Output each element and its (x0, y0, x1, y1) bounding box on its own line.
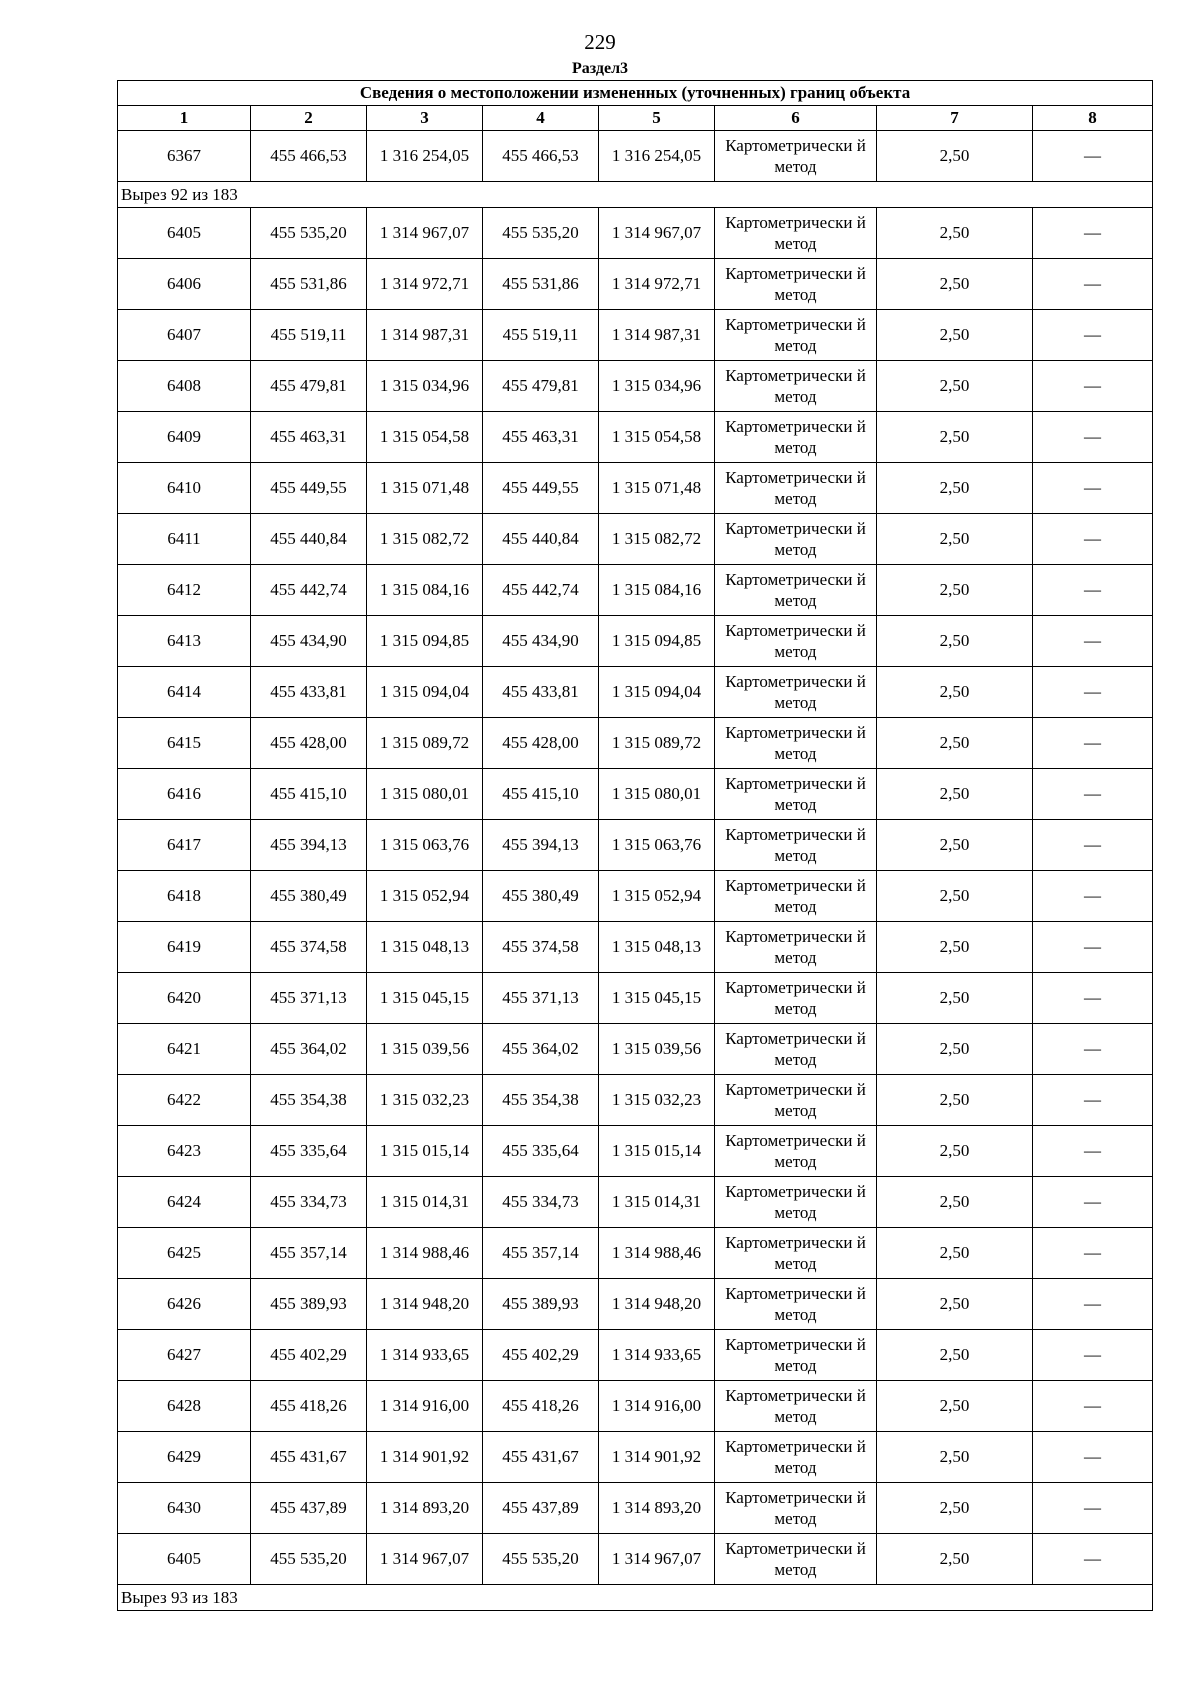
method: Картометрически й метод (715, 259, 877, 310)
method: Картометрически й метод (715, 667, 877, 718)
x-coordinate: 455 466,53 (251, 131, 367, 182)
x-coordinate: 455 434,90 (483, 616, 599, 667)
y-coordinate: 1 315 094,04 (599, 667, 715, 718)
accuracy: 2,50 (877, 1126, 1033, 1177)
method: Картометрически й метод (715, 1126, 877, 1177)
table-row (118, 1075, 1153, 1126)
cut-label: Вырез 93 из 183 (118, 1585, 1153, 1611)
y-coordinate: 1 314 987,31 (367, 310, 483, 361)
y-coordinate: 1 315 052,94 (599, 871, 715, 922)
description: — (1033, 1534, 1153, 1585)
x-coordinate: 455 437,89 (251, 1483, 367, 1534)
accuracy: 2,50 (877, 1024, 1033, 1075)
accuracy: 2,50 (877, 1228, 1033, 1279)
point-number: 6411 (118, 514, 251, 565)
x-coordinate: 455 418,26 (483, 1381, 599, 1432)
accuracy: 2,50 (877, 310, 1033, 361)
table-row (118, 871, 1153, 922)
table-row (118, 1177, 1153, 1228)
accuracy: 2,50 (877, 922, 1033, 973)
x-coordinate: 455 479,81 (483, 361, 599, 412)
accuracy: 2,50 (877, 1432, 1033, 1483)
x-coordinate: 455 374,58 (251, 922, 367, 973)
point-number: 6430 (118, 1483, 251, 1534)
table-row (118, 514, 1153, 565)
description: — (1033, 973, 1153, 1024)
point-number: 6429 (118, 1432, 251, 1483)
table-row (118, 922, 1153, 973)
y-coordinate: 1 314 948,20 (599, 1279, 715, 1330)
x-coordinate: 455 519,11 (483, 310, 599, 361)
accuracy: 2,50 (877, 131, 1033, 182)
y-coordinate: 1 315 015,14 (599, 1126, 715, 1177)
method: Картометрически й метод (715, 463, 877, 514)
y-coordinate: 1 315 048,13 (367, 922, 483, 973)
x-coordinate: 455 437,89 (483, 1483, 599, 1534)
y-coordinate: 1 315 094,85 (599, 616, 715, 667)
x-coordinate: 455 463,31 (251, 412, 367, 463)
x-coordinate: 455 364,02 (483, 1024, 599, 1075)
method: Картометрически й метод (715, 1177, 877, 1228)
description: — (1033, 463, 1153, 514)
description: — (1033, 820, 1153, 871)
x-coordinate: 455 535,20 (483, 208, 599, 259)
description: — (1033, 1024, 1153, 1075)
method: Картометрически й метод (715, 208, 877, 259)
x-coordinate: 455 463,31 (483, 412, 599, 463)
y-coordinate: 1 316 254,05 (599, 131, 715, 182)
accuracy: 2,50 (877, 1279, 1033, 1330)
point-number: 6423 (118, 1126, 251, 1177)
table-row (118, 259, 1153, 310)
description: — (1033, 667, 1153, 718)
description: — (1033, 412, 1153, 463)
y-coordinate: 1 315 014,31 (599, 1177, 715, 1228)
method: Картометрически й метод (715, 820, 877, 871)
accuracy: 2,50 (877, 361, 1033, 412)
method: Картометрически й метод (715, 1432, 877, 1483)
method: Картометрически й метод (715, 1024, 877, 1075)
accuracy: 2,50 (877, 1075, 1033, 1126)
table-row (118, 1279, 1153, 1330)
accuracy: 2,50 (877, 514, 1033, 565)
table-row (118, 565, 1153, 616)
x-coordinate: 455 535,20 (483, 1534, 599, 1585)
cut-label-row (118, 1585, 1153, 1611)
method: Картометрически й метод (715, 1330, 877, 1381)
method: Картометрически й метод (715, 361, 877, 412)
table-row (118, 463, 1153, 514)
x-coordinate: 455 428,00 (483, 718, 599, 769)
y-coordinate: 1 315 045,15 (599, 973, 715, 1024)
table-caption: Сведения о местоположении измененных (уточненных) границ объекта (118, 81, 1153, 106)
y-coordinate: 1 314 916,00 (367, 1381, 483, 1432)
method: Картометрически й метод (715, 310, 877, 361)
x-coordinate: 455 371,13 (483, 973, 599, 1024)
point-number: 6419 (118, 922, 251, 973)
accuracy: 2,50 (877, 259, 1033, 310)
accuracy: 2,50 (877, 208, 1033, 259)
accuracy: 2,50 (877, 1381, 1033, 1432)
y-coordinate: 1 314 967,07 (599, 1534, 715, 1585)
x-coordinate: 455 449,55 (251, 463, 367, 514)
accuracy: 2,50 (877, 463, 1033, 514)
accuracy: 2,50 (877, 616, 1033, 667)
cut-label: Вырез 92 из 183 (118, 182, 1153, 208)
description: — (1033, 361, 1153, 412)
cut-label-row (118, 182, 1153, 208)
x-coordinate: 455 431,67 (483, 1432, 599, 1483)
y-coordinate: 1 315 063,76 (599, 820, 715, 871)
y-coordinate: 1 315 054,58 (367, 412, 483, 463)
y-coordinate: 1 315 039,56 (599, 1024, 715, 1075)
description: — (1033, 310, 1153, 361)
x-coordinate: 455 334,73 (483, 1177, 599, 1228)
page-number: 229 (584, 30, 616, 54)
point-number: 6409 (118, 412, 251, 463)
point-number: 6407 (118, 310, 251, 361)
table-row (118, 1126, 1153, 1177)
y-coordinate: 1 314 988,46 (367, 1228, 483, 1279)
point-number: 6405 (118, 208, 251, 259)
point-number: 6425 (118, 1228, 251, 1279)
y-coordinate: 1 315 080,01 (367, 769, 483, 820)
point-number: 6418 (118, 871, 251, 922)
description: — (1033, 208, 1153, 259)
x-coordinate: 455 434,90 (251, 616, 367, 667)
y-coordinate: 1 314 893,20 (599, 1483, 715, 1534)
point-number: 6405 (118, 1534, 251, 1585)
y-coordinate: 1 315 071,48 (599, 463, 715, 514)
table-row (118, 208, 1153, 259)
section-title: Раздел3 (571, 60, 629, 77)
x-coordinate: 455 389,93 (483, 1279, 599, 1330)
y-coordinate: 1 314 972,71 (367, 259, 483, 310)
x-coordinate: 455 433,81 (251, 667, 367, 718)
method: Картометрически й метод (715, 131, 877, 182)
table-row (118, 667, 1153, 718)
y-coordinate: 1 315 052,94 (367, 871, 483, 922)
y-coordinate: 1 315 032,23 (367, 1075, 483, 1126)
column-number-row (118, 106, 1153, 131)
x-coordinate: 455 531,86 (251, 259, 367, 310)
table-row (118, 1483, 1153, 1534)
x-coordinate: 455 335,64 (251, 1126, 367, 1177)
y-coordinate: 1 315 084,16 (367, 565, 483, 616)
column-number: 7 (877, 106, 1033, 131)
table-row (118, 616, 1153, 667)
point-number: 6408 (118, 361, 251, 412)
x-coordinate: 455 449,55 (483, 463, 599, 514)
table-row (118, 820, 1153, 871)
y-coordinate: 1 315 032,23 (599, 1075, 715, 1126)
accuracy: 2,50 (877, 1483, 1033, 1534)
point-number: 6412 (118, 565, 251, 616)
y-coordinate: 1 315 045,15 (367, 973, 483, 1024)
x-coordinate: 455 357,14 (251, 1228, 367, 1279)
method: Картометрически й метод (715, 1228, 877, 1279)
x-coordinate: 455 440,84 (251, 514, 367, 565)
x-coordinate: 455 428,00 (251, 718, 367, 769)
y-coordinate: 1 315 080,01 (599, 769, 715, 820)
column-number: 4 (483, 106, 599, 131)
x-coordinate: 455 402,29 (483, 1330, 599, 1381)
y-coordinate: 1 315 094,85 (367, 616, 483, 667)
accuracy: 2,50 (877, 1534, 1033, 1585)
y-coordinate: 1 315 071,48 (367, 463, 483, 514)
description: — (1033, 1432, 1153, 1483)
column-number: 3 (367, 106, 483, 131)
y-coordinate: 1 315 089,72 (599, 718, 715, 769)
table-row (118, 1381, 1153, 1432)
x-coordinate: 455 354,38 (251, 1075, 367, 1126)
x-coordinate: 455 418,26 (251, 1381, 367, 1432)
y-coordinate: 1 314 933,65 (367, 1330, 483, 1381)
method: Картометрически й метод (715, 718, 877, 769)
point-number: 6413 (118, 616, 251, 667)
x-coordinate: 455 335,64 (483, 1126, 599, 1177)
y-coordinate: 1 314 988,46 (599, 1228, 715, 1279)
x-coordinate: 455 531,86 (483, 259, 599, 310)
column-number: 5 (599, 106, 715, 131)
description: — (1033, 871, 1153, 922)
y-coordinate: 1 315 054,58 (599, 412, 715, 463)
x-coordinate: 455 371,13 (251, 973, 367, 1024)
method: Картометрически й метод (715, 565, 877, 616)
x-coordinate: 455 415,10 (483, 769, 599, 820)
point-number: 6426 (118, 1279, 251, 1330)
y-coordinate: 1 315 048,13 (599, 922, 715, 973)
method: Картометрически й метод (715, 922, 877, 973)
y-coordinate: 1 315 094,04 (367, 667, 483, 718)
x-coordinate: 455 433,81 (483, 667, 599, 718)
table-row (118, 1330, 1153, 1381)
point-number: 6417 (118, 820, 251, 871)
description: — (1033, 1228, 1153, 1279)
method: Картометрически й метод (715, 616, 877, 667)
point-number: 6427 (118, 1330, 251, 1381)
description: — (1033, 514, 1153, 565)
y-coordinate: 1 315 034,96 (367, 361, 483, 412)
y-coordinate: 1 315 014,31 (367, 1177, 483, 1228)
description: — (1033, 1279, 1153, 1330)
description: — (1033, 131, 1153, 182)
y-coordinate: 1 314 916,00 (599, 1381, 715, 1432)
boundary-coordinates-table (117, 80, 1153, 1611)
accuracy: 2,50 (877, 871, 1033, 922)
point-number: 6367 (118, 131, 251, 182)
x-coordinate: 455 479,81 (251, 361, 367, 412)
x-coordinate: 455 442,74 (483, 565, 599, 616)
description: — (1033, 565, 1153, 616)
y-coordinate: 1 314 948,20 (367, 1279, 483, 1330)
description: — (1033, 718, 1153, 769)
x-coordinate: 455 415,10 (251, 769, 367, 820)
x-coordinate: 455 354,38 (483, 1075, 599, 1126)
column-number: 8 (1033, 106, 1153, 131)
x-coordinate: 455 380,49 (251, 871, 367, 922)
method: Картометрически й метод (715, 1279, 877, 1330)
description: — (1033, 922, 1153, 973)
x-coordinate: 455 535,20 (251, 208, 367, 259)
accuracy: 2,50 (877, 769, 1033, 820)
description: — (1033, 1330, 1153, 1381)
y-coordinate: 1 316 254,05 (367, 131, 483, 182)
x-coordinate: 455 442,74 (251, 565, 367, 616)
y-coordinate: 1 315 015,14 (367, 1126, 483, 1177)
x-coordinate: 455 519,11 (251, 310, 367, 361)
table-row (118, 310, 1153, 361)
accuracy: 2,50 (877, 820, 1033, 871)
y-coordinate: 1 315 084,16 (599, 565, 715, 616)
table-row (118, 1534, 1153, 1585)
method: Картометрически й метод (715, 973, 877, 1024)
column-number: 6 (715, 106, 877, 131)
table-row (118, 769, 1153, 820)
table-row (118, 973, 1153, 1024)
x-coordinate: 455 374,58 (483, 922, 599, 973)
y-coordinate: 1 315 082,72 (599, 514, 715, 565)
accuracy: 2,50 (877, 718, 1033, 769)
table-row (118, 1432, 1153, 1483)
point-number: 6424 (118, 1177, 251, 1228)
y-coordinate: 1 314 933,65 (599, 1330, 715, 1381)
x-coordinate: 455 440,84 (483, 514, 599, 565)
column-number: 1 (118, 106, 251, 131)
y-coordinate: 1 315 063,76 (367, 820, 483, 871)
point-number: 6422 (118, 1075, 251, 1126)
method: Картометрически й метод (715, 1075, 877, 1126)
method: Картометрически й метод (715, 1483, 877, 1534)
x-coordinate: 455 431,67 (251, 1432, 367, 1483)
x-coordinate: 455 389,93 (251, 1279, 367, 1330)
y-coordinate: 1 314 893,20 (367, 1483, 483, 1534)
accuracy: 2,50 (877, 565, 1033, 616)
method: Картометрически й метод (715, 871, 877, 922)
accuracy: 2,50 (877, 412, 1033, 463)
description: — (1033, 1177, 1153, 1228)
description: — (1033, 1483, 1153, 1534)
y-coordinate: 1 315 082,72 (367, 514, 483, 565)
y-coordinate: 1 314 967,07 (367, 1534, 483, 1585)
x-coordinate: 455 380,49 (483, 871, 599, 922)
method: Картометрически й метод (715, 1534, 877, 1585)
accuracy: 2,50 (877, 973, 1033, 1024)
description: — (1033, 1381, 1153, 1432)
description: — (1033, 259, 1153, 310)
x-coordinate: 455 394,13 (251, 820, 367, 871)
table-row (118, 131, 1153, 182)
y-coordinate: 1 315 089,72 (367, 718, 483, 769)
point-number: 6406 (118, 259, 251, 310)
point-number: 6416 (118, 769, 251, 820)
table-row (118, 361, 1153, 412)
accuracy: 2,50 (877, 1330, 1033, 1381)
table-caption-row (118, 81, 1153, 106)
description: — (1033, 1075, 1153, 1126)
table-row (118, 412, 1153, 463)
table-row (118, 1024, 1153, 1075)
point-number: 6415 (118, 718, 251, 769)
point-number: 6414 (118, 667, 251, 718)
point-number: 6428 (118, 1381, 251, 1432)
x-coordinate: 455 334,73 (251, 1177, 367, 1228)
description: — (1033, 1126, 1153, 1177)
x-coordinate: 455 364,02 (251, 1024, 367, 1075)
x-coordinate: 455 466,53 (483, 131, 599, 182)
x-coordinate: 455 402,29 (251, 1330, 367, 1381)
point-number: 6420 (118, 973, 251, 1024)
y-coordinate: 1 314 987,31 (599, 310, 715, 361)
method: Картометрически й метод (715, 412, 877, 463)
y-coordinate: 1 314 901,92 (599, 1432, 715, 1483)
table-row (118, 718, 1153, 769)
x-coordinate: 455 535,20 (251, 1534, 367, 1585)
point-number: 6410 (118, 463, 251, 514)
y-coordinate: 1 314 972,71 (599, 259, 715, 310)
method: Картометрически й метод (715, 769, 877, 820)
method: Картометрически й метод (715, 1381, 877, 1432)
x-coordinate: 455 357,14 (483, 1228, 599, 1279)
method: Картометрически й метод (715, 514, 877, 565)
y-coordinate: 1 314 901,92 (367, 1432, 483, 1483)
column-number: 2 (251, 106, 367, 131)
y-coordinate: 1 314 967,07 (599, 208, 715, 259)
table-row (118, 1228, 1153, 1279)
accuracy: 2,50 (877, 1177, 1033, 1228)
y-coordinate: 1 314 967,07 (367, 208, 483, 259)
description: — (1033, 769, 1153, 820)
description: — (1033, 616, 1153, 667)
y-coordinate: 1 315 034,96 (599, 361, 715, 412)
x-coordinate: 455 394,13 (483, 820, 599, 871)
y-coordinate: 1 315 039,56 (367, 1024, 483, 1075)
point-number: 6421 (118, 1024, 251, 1075)
accuracy: 2,50 (877, 667, 1033, 718)
